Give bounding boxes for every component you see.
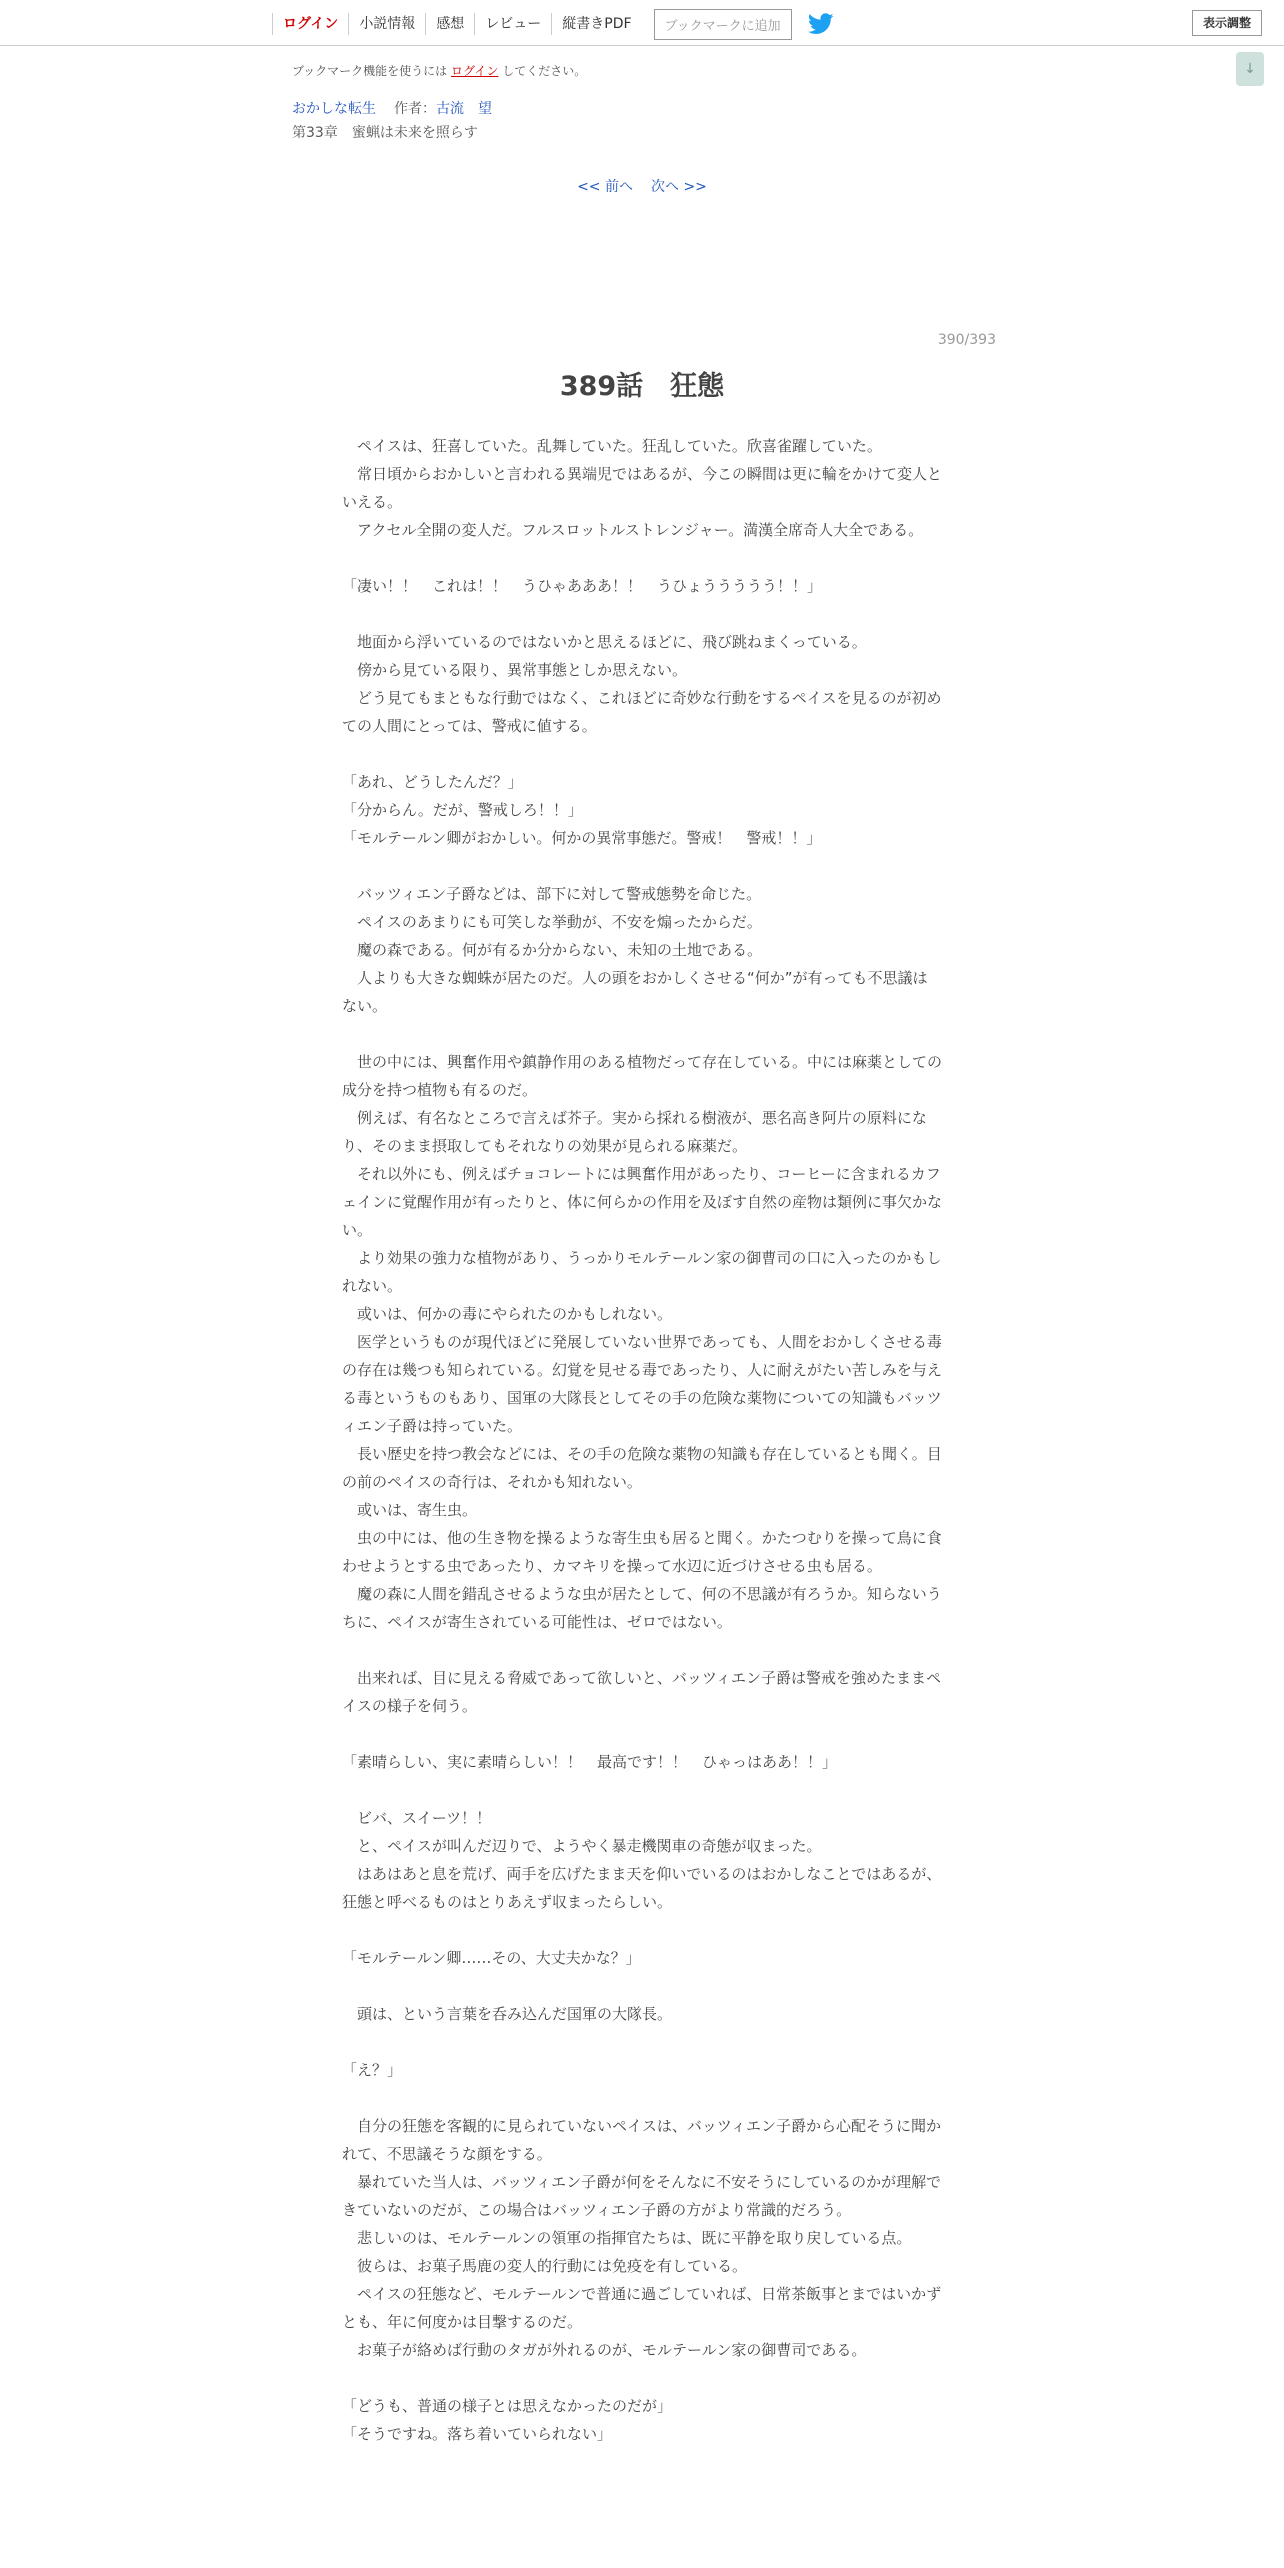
nav-login[interactable]: ログイン — [272, 13, 348, 35]
notice-text-after: してください。 — [498, 64, 587, 78]
main-nav — [272, 8, 834, 40]
body-paragraph — [342, 2028, 942, 2056]
body-paragraph: 例えば、有名なところで言えば芥子。実から採れる樹液が、悪名高き阿片の原料になり、そのまま摂取してもそれなりの効果が見られる麻薬だ。 — [342, 1109, 927, 1155]
body-paragraph — [342, 740, 942, 768]
body-paragraph — [342, 2364, 942, 2392]
body-paragraph — [342, 600, 942, 628]
body-paragraph: 魔の森である。何が有るか分からない、未知の土地である。 — [342, 941, 763, 959]
body-paragraph: 魔の森に人間を錯乱させるような虫が居たとして、何の不思議が有ろうか。知らないうちに、ペイスが寄生されている可能性は、ゼロではない。 — [342, 1585, 942, 1631]
body-paragraph: それ以外にも、例えばチョコレートには興奮作用があったり、コーヒーに含まれるカフェインに覚醒作用が有ったりと、体に何らかの作用を及ぼす自然の産物は類例に事欠かない。 — [342, 1165, 943, 1239]
body-paragraph: 「え？」 — [342, 2061, 403, 2079]
body-paragraph — [342, 544, 942, 572]
author-link[interactable]: 古流 望 — [436, 101, 492, 117]
body-paragraph — [342, 1916, 942, 1944]
body-paragraph: と、ペイスが叫んだ辺りで、ようやく暴走機関車の奇態が収まった。 — [342, 1837, 822, 1855]
body-paragraph: お菓子が絡めば行動のタガが外れるのが、モルテールン家の御曹司である。 — [342, 2341, 867, 2359]
body-paragraph — [342, 1972, 942, 2000]
notice-text-before: ブックマーク機能を使うには — [292, 64, 451, 78]
body-paragraph: 常日頃からおかしいと言われる異端児ではあるが、今この瞬間は更に輪をかけて変人といえる。 — [342, 465, 943, 511]
body-paragraph: ペイスは、狂喜していた。乱舞していた。狂乱していた。欣喜雀躍していた。 — [342, 437, 882, 455]
body-paragraph: 「分からん。だが、警戒しろ！！」 — [342, 801, 583, 819]
episode-title: 389話 狂態 — [559, 371, 725, 402]
notice-login-link[interactable]: ログイン — [450, 64, 499, 78]
prev-episode-link[interactable]: << 前へ — [577, 179, 633, 195]
body-paragraph: 虫の中には、他の生き物を操るような寄生虫も居ると聞く。かたつむりを操って鳥に食わせようとする虫であったり、カマキリを操って水辺に近づけさせる虫も居る。 — [342, 1529, 942, 1575]
novel-meta — [292, 98, 492, 118]
episode-body — [342, 432, 942, 2448]
body-paragraph: 人よりも大きな蜘蛛が居たのだ。人の頭をおかしくさせる“何か”が有っても不思議はない。 — [342, 969, 928, 1015]
body-paragraph: ペイスの狂態など、モルテールンで普通に過ごしていれば、日常茶飯事とまではいかずとも、年に何度かは目撃するのだ。 — [342, 2285, 942, 2331]
body-paragraph: 世の中には、興奮作用や鎮静作用のある植物だって存在している。中には麻薬としての成分を持つ植物も有るのだ。 — [342, 1053, 943, 1099]
body-paragraph — [342, 1720, 942, 1748]
body-paragraph: 長い歴史を持つ教会などには、その手の危険な薬物の知識も存在しているとも聞く。目の前のペイスの奇行は、それかも知れない。 — [342, 1445, 942, 1491]
body-paragraph: 出来れば、目に見える脅威であって欲しいと、バッツィエン子爵は警戒を強めたままペイスの様子を伺う。 — [342, 1669, 941, 1715]
body-paragraph — [342, 1776, 942, 1804]
body-paragraph: 医学というものが現代ほどに発展していない世界であっても、人間をおかしくさせる毒の存在は幾つも知られている。幻覚を見せる毒であったり、人に耐えがたい苦しみを与える毒というものもあり、国軍の大隊長としてその手の危険な薬物についての知識もバッツィエン子爵は持っていた。 — [342, 1333, 942, 1435]
add-bookmark-button[interactable]: ブックマークに追加 — [654, 9, 792, 40]
episode-counter: 390/393 — [937, 332, 996, 348]
body-paragraph: 「素晴らしい、実に素晴らしい！！ 最高です！！ ひゃっはああ！！」 — [342, 1753, 838, 1771]
body-paragraph: アクセル全開の変人だ。フルスロットルストレンジャー。満漢全席奇人大全である。 — [342, 521, 924, 539]
body-paragraph — [342, 1020, 942, 1048]
body-paragraph: 「どうも、普通の様子とは思えなかったのだが」 — [342, 2397, 673, 2415]
body-paragraph: 或いは、何かの毒にやられたのかもしれない。 — [342, 1305, 673, 1323]
body-paragraph: 「あれ、どうしたんだ？」 — [342, 773, 523, 791]
nav-vertical-pdf[interactable]: 縦書きPDF — [551, 13, 641, 35]
body-paragraph: バッツィエン子爵などは、部下に対して警戒態勢を命じた。 — [342, 885, 762, 903]
scroll-down-button[interactable]: ↓ — [1236, 52, 1264, 86]
body-paragraph — [342, 852, 942, 880]
next-episode-link[interactable]: 次へ >> — [651, 179, 707, 195]
top-navigation-bar — [0, 0, 1284, 46]
nav-reviews[interactable]: レビュー — [474, 13, 551, 35]
nav-novel-info[interactable]: 小説情報 — [348, 13, 425, 35]
body-paragraph: ペイスのあまりにも可笑しな挙動が、不安を煽ったからだ。 — [342, 913, 762, 931]
body-paragraph: 自分の狂態を客観的に見られていないペイスは、バッツィエン子爵から心配そうに聞かれて、不思議そうな顔をする。 — [342, 2117, 941, 2163]
body-paragraph — [342, 1636, 942, 1664]
body-paragraph: 悲しいのは、モルテールンの領軍の指揮官たちは、既に平静を取り戻している点。 — [342, 2229, 912, 2247]
body-paragraph: 地面から浮いているのではないかと思えるほどに、飛び跳ねまくっている。 — [342, 633, 867, 651]
body-paragraph: 暴れていた当人は、バッツィエン子爵が何をそんなに不安そうにしているのかが理解できていないのだが、この場合はバッツィエン子爵の方がより常識的だろう。 — [342, 2173, 942, 2219]
novel-title-link[interactable]: おかしな転生 — [292, 101, 376, 117]
body-paragraph: どう見てもまともな行動ではなく、これほどに奇妙な行動をするペイスを見るのが初めての人間にとっては、警戒に値する。 — [342, 689, 942, 735]
body-paragraph: より効果の強力な植物があり、うっかりモルテールン家の御曹司の口に入ったのかもしれない。 — [342, 1249, 942, 1295]
twitter-icon[interactable] — [808, 13, 834, 35]
body-paragraph — [342, 2084, 942, 2112]
body-paragraph: 「モルテールン卿がおかしい。何かの異常事態だ。警戒！ 警戒！！」 — [342, 829, 822, 847]
body-paragraph: 「凄い！！ これは！！ うひゃあああ！！ うひょううううう！！」 — [342, 577, 823, 595]
chapter-title: 第33章 蜜蝋は未来を照らす — [292, 125, 478, 141]
body-paragraph: 或いは、寄生虫。 — [342, 1501, 478, 1519]
body-paragraph: 「モルテールン卿……その、大丈夫かな？」 — [342, 1949, 641, 1967]
body-paragraph: 頭は、という言葉を呑み込んだ国軍の大隊長。 — [342, 2005, 673, 2023]
episode-pager — [0, 176, 1284, 196]
body-paragraph: 彼らは、お菓子馬鹿の変人的行動には免疫を有している。 — [342, 2257, 748, 2275]
body-paragraph: 「そうですね。落ち着いていられない」 — [342, 2425, 613, 2443]
author-label: 作者： — [394, 101, 436, 117]
body-paragraph: 傍から見ている限り、異常事態としか思えない。 — [342, 661, 688, 679]
display-settings-button[interactable]: 表示調整 — [1192, 10, 1262, 36]
body-paragraph: はあはあと息を荒げ、両手を広げたまま天を仰いでいるのはおかしなことではあるが、狂態と呼べるものはとりあえず収まったらしい。 — [342, 1865, 942, 1911]
nav-impressions[interactable]: 感想 — [425, 13, 474, 35]
body-paragraph: ビバ、スイーツ！！ — [342, 1809, 492, 1827]
bookmark-login-notice — [292, 62, 586, 79]
